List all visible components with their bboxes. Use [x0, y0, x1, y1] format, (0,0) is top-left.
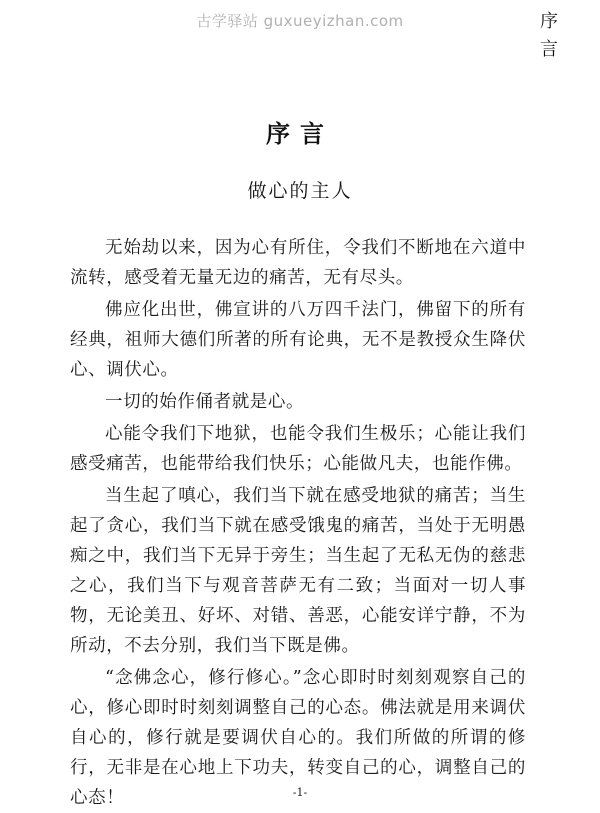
page-number: -1-: [292, 786, 308, 799]
running-header-char: 序: [540, 11, 558, 32]
paragraph: 佛应化出世，佛宣讲的八万四千法门，佛留下的所有经典，祖师大德们所著的所有论典，无不是教授众生降伏心、调伏心。: [70, 300, 526, 380]
running-header-char: 言: [540, 39, 558, 60]
paragraph: 心能令我们下地狱，也能令我们生极乐；心能让我们感受痛苦，也能带给我们快乐；心能做凡夫，也能作佛。: [70, 424, 526, 474]
body-text: [70, 233, 526, 813]
paragraph: 一切的始作俑者就是心。: [105, 392, 305, 412]
paragraph: 当生起了嗔心，我们当下就在感受地狱的痛苦；当生起了贪心，我们当下就在感受饿鬼的痛苦，当处于无明愚痴之中，我们当下无异于旁生；当生起了无私无伪的慈悲之心，我们当下与观音菩萨无有二致；当面对一切人事物，无论美丑、好坏、对错、善恶，心能安详宁静，不为所动，不去分别，我们当下既是佛。: [70, 486, 526, 656]
paragraph: 无始劫以来，因为心有所住，令我们不断地在六道中流转，感受着无量无边的痛苦，无有尽头。: [70, 238, 526, 288]
site-watermark: 古学驿站 guxueyizhan.com: [196, 12, 404, 30]
paragraph: “念佛念心，修行修心。”念心即时时刻刻观察自己的心，修心即时时刻刻调整自己的心态。佛法就是用来调伏自心的，修行就是要调伏自心的。我们所做的所谓的修行，无非是在心地上下功夫，转变自己的心，调整自己的心态！: [70, 668, 526, 808]
chapter-title: 序言: [266, 119, 334, 148]
section-subtitle: 做心的主人: [247, 180, 353, 202]
running-header: [538, 8, 560, 64]
